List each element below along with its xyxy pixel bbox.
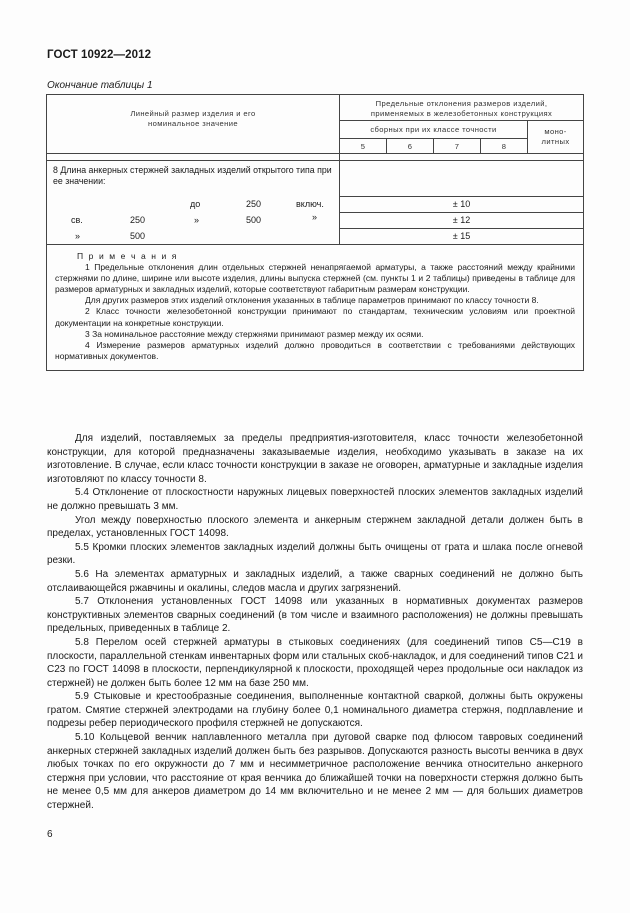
header-mono-label: моно-литных bbox=[541, 127, 570, 146]
body-paragraph: 5.10 Кольцевой венчик наплавленного металла при дуговой сварке под флюсом тавровых соединений анкерных стержней закладных изделий должен быть без разрывов. Допускаются разность высоты венчика в двух любых точках по его окружности до 7 мм и несимметричное расположение венчика относительно анкерного стержня при условии, что расстояние от края венчика до ближайшей точки на поверхности стержня должно быть не менее 0,5 мм для анкеров диаметром до 14 мм включительно и не менее 2 мм — для больших диаметров стержней. bbox=[47, 732, 583, 812]
body-paragraph: 5.9 Стыковые и крестообразные соединения, выполненные контактной сваркой, должны быть окружены гратом. Смятие стержней электродами на глубину более 0,1 номинального диаметра стержня, подплавление и подрезы ребер периодического профиля стержней не допускаются. bbox=[47, 691, 583, 730]
body-paragraph: 5.4 Отклонение от плоскостности наружных лицевых поверхностей плоских элементов закладных изделий не должно превышать 3 мм. bbox=[47, 487, 583, 512]
range-a: 250 bbox=[130, 215, 146, 225]
header-limits-cell bbox=[340, 95, 584, 121]
class-header: 7 bbox=[434, 139, 481, 154]
range-a: 500 bbox=[130, 231, 146, 241]
row8-title-cell bbox=[47, 161, 340, 197]
value-cell: ± 10 bbox=[340, 196, 584, 212]
note-paragraph: 2 Класс точности железобетонной конструкции принимают по стандартам, техническим условиям или проектной документации на конкретные конструкции. bbox=[55, 306, 576, 328]
range-post: » bbox=[312, 212, 318, 222]
page-number: 6 bbox=[47, 829, 53, 840]
spacer-cell bbox=[340, 154, 584, 161]
header-mono-cell bbox=[528, 121, 584, 154]
range-b: 250 bbox=[246, 199, 262, 209]
spacer-cell bbox=[47, 154, 340, 161]
row8-title: 8 Длина анкерных стержней закладных изделий открытого типа при ее значении: bbox=[53, 165, 332, 186]
header-assembly-cell bbox=[340, 121, 528, 139]
class-header: 5 bbox=[340, 139, 387, 154]
range-mid: до bbox=[190, 199, 201, 209]
note-paragraph: 4 Измерение размеров арматурных изделий должно проводиться в соответствии с требованиями действующих нормативных документов. bbox=[55, 339, 576, 361]
note-paragraph: Для других размеров этих изделий отклонения указанных в таблице параметров принимают по классу точности 8. bbox=[85, 295, 539, 306]
body-paragraph: 5.5 Кромки плоских элементов закладных изделий должны быть очищены от грата и шлака после огневой резки. bbox=[47, 541, 583, 567]
header-limits-label: Предельные отклонения размеров изделий, применяемых в железобетонных конструкциях bbox=[370, 99, 553, 118]
row8-blank-cell bbox=[340, 161, 584, 197]
class-header: 6 bbox=[387, 139, 434, 154]
range-mid: » bbox=[194, 215, 200, 225]
header-assembly-label: сборных при их классе точности bbox=[370, 124, 497, 134]
value-cell: ± 15 bbox=[340, 228, 584, 244]
body-paragraph: Для изделий, поставляемых за пределы предприятия-изготовителя, класс точности железобетонной конструкции, для которой предназначены заказываемые изделия, необходимо указывать в заказе на их изготовление. В случае, если класс точности конструкции в заказе не оговорен, арматурные и закладные изделия изготовляют по классу точности 8. bbox=[47, 433, 583, 485]
range-pre: св. bbox=[71, 215, 83, 225]
notes-title: П р и м е ч а н и я bbox=[77, 251, 179, 261]
body-paragraph: Угол между поверхностью плоского элемента и анкерным стержнем закладной детали должен быть в пределах, установленных ГОСТ 14098. bbox=[47, 514, 583, 540]
note-paragraph: 1 Предельные отклонения длин отдельных стержней ненапрягаемой арматуры, а также расстояний между крайними стержнями по длине, ширине или высоте изделия, длины выпуска стержней (см. пункты 1 и 2 таблицы) приведены в таблице для размеров арматурных и закладных изделий, которые соответствуют габаритным размерам конструкции. bbox=[55, 262, 576, 295]
range-post: включ. bbox=[296, 199, 324, 209]
notes-cell bbox=[47, 245, 584, 371]
header-spacer-row bbox=[47, 154, 584, 161]
standard-header: ГОСТ 10922—2012 bbox=[47, 49, 152, 61]
table-caption: Окончание таблицы 1 bbox=[47, 80, 153, 91]
body-paragraph: 5.8 Перелом осей стержней арматуры в стыковых соединениях (для соединений типов С5—С19 в плоскости, параллельной стенкам инвентарных форм или стальных скоб-накладок, и для соединений типов С21 и С23 по ГОСТ 14098 в плоскости, перпендикулярной к плоскости, проходящей через продольные оси накладок из стержней) не должен быть более 12 мм на базе 250 мм. bbox=[47, 636, 583, 689]
tolerance-table bbox=[46, 94, 584, 371]
value-cell: ± 12 bbox=[340, 212, 584, 228]
range-pre: » bbox=[75, 231, 81, 241]
range-b: 500 bbox=[246, 215, 262, 225]
header-dimension-label: Линейный размер изделия и его номинальное значение bbox=[130, 109, 256, 128]
ranges-cell bbox=[47, 196, 340, 245]
header-dimension-cell bbox=[47, 95, 340, 154]
class-header: 8 bbox=[481, 139, 528, 154]
body-paragraph: 5.6 На элементах арматурных и закладных изделий, а также сварных соединений не должно быть отслаивающейся ржавчины и окалины, следов масла и других загрязнений. bbox=[47, 568, 583, 594]
body-text bbox=[47, 432, 583, 813]
body-paragraph: 5.7 Отклонения установленных ГОСТ 14098 или указанных в нормативных документах размеров конструктивных элементов сварных соединений (в том числе и взаимного расположения) не должны превышать предельных, приведенных в таблице 2. bbox=[47, 596, 583, 635]
note-paragraph: 3 За номинальное расстояние между стержнями принимают размер между их осями. bbox=[85, 328, 424, 339]
